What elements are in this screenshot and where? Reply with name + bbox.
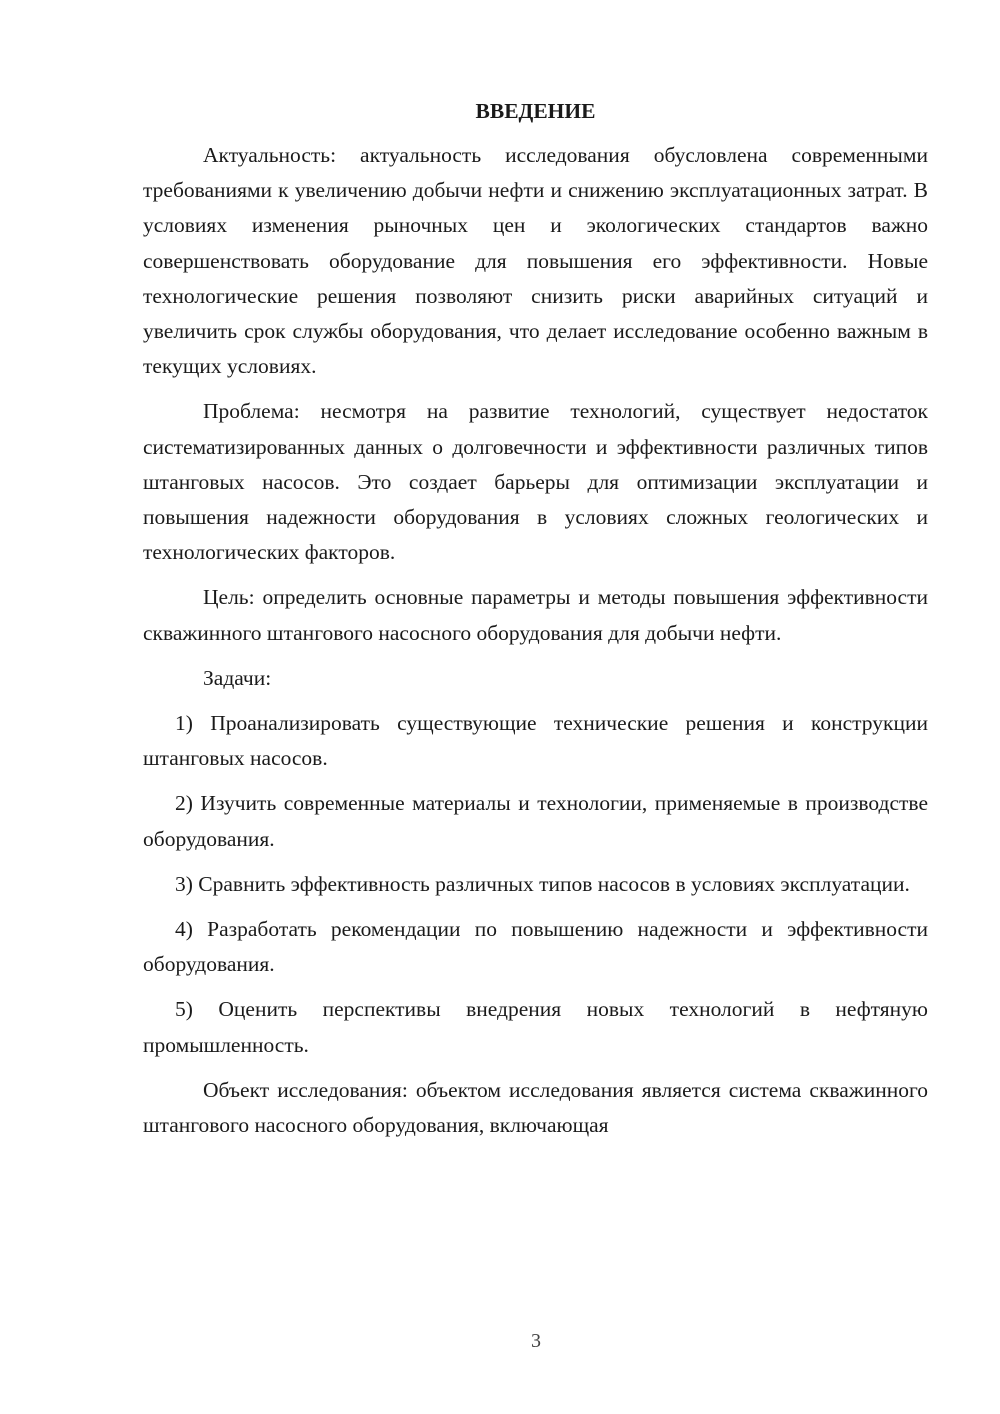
task-item-2: 2) Изучить современные материалы и технологии, применяемые в производстве оборудования.	[143, 791, 928, 851]
paragraph-object: Объект исследования: объектом исследования является система скважинного штангового насосного оборудования, включающая	[143, 1077, 928, 1138]
tasks-label: Задачи:	[203, 665, 272, 690]
task-item-3: 3) Сравнить эффективность различных типов насосов в условиях эксплуатации.	[175, 871, 910, 896]
page-number: 3	[531, 1330, 541, 1352]
paragraph-goal: Цель: определить основные параметры и методы повышения эффективности скважинного штангового насосного оборудования для добычи нефти.	[143, 585, 928, 645]
paragraph-relevance: Актуальность: актуальность исследования обусловлена современными требованиями к увеличению добычи нефти и снижению эксплуатационных затрат. В условиях изменения рыночных цен и экологических стандартов важно совершенствовать оборудование для повышения его эффективности. Новые технологические решения позволяют снизить риски аварийных ситуаций и увеличить срок службы оборудования, что делает исследование особенно важным в текущих условиях.	[143, 143, 928, 379]
section-title: ВВЕДЕНИЕ	[475, 99, 596, 123]
task-item-4: 4) Разработать рекомендации по повышению надежности и эффективности оборудования.	[143, 917, 928, 977]
document-page	[143, 90, 928, 1143]
task-item-5: 5) Оценить перспективы внедрения новых технологий в нефтяную промышленность.	[143, 997, 928, 1057]
task-item-1: 1) Проанализировать существующие технические решения и конструкции штанговых насосов.	[143, 711, 928, 771]
paragraph-problem: Проблема: несмотря на развитие технологий, существует недостаток систематизированных данных о долговечности и эффективности различных типов штанговых насосов. Это создает барьеры для оптимизации эксплуатации и повышения надежности оборудования в условиях сложных геологических и технологических факторов.	[143, 399, 928, 565]
